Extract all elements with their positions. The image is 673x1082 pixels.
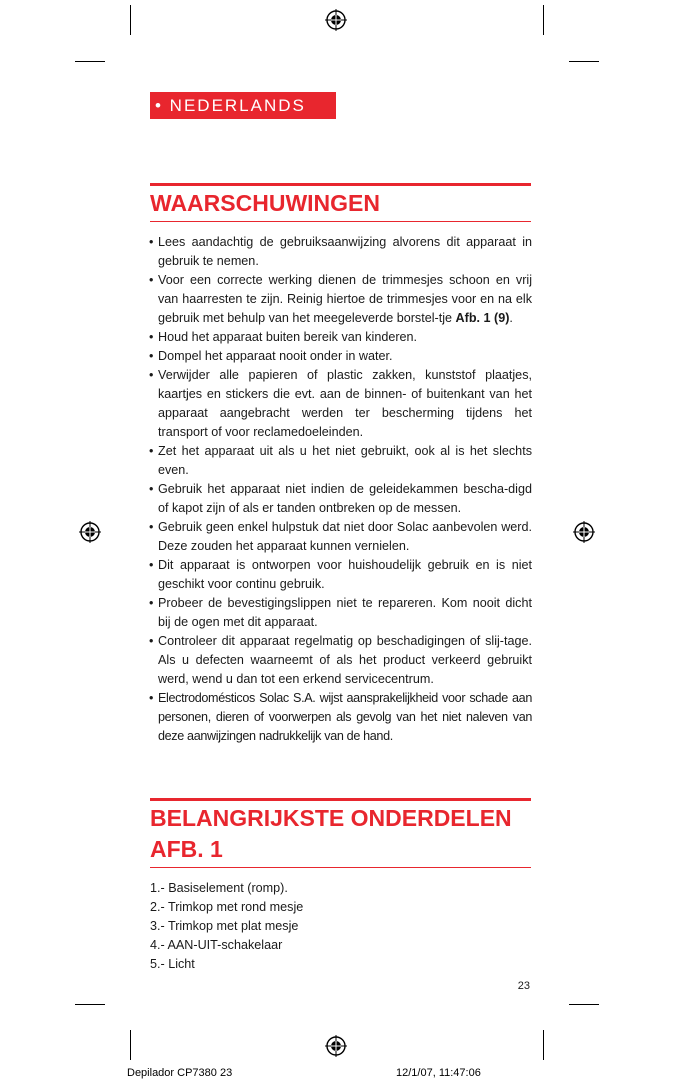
warning-item: • Zet het apparaat uit als u het niet gebruikt, ook al is het slechts even. — [150, 442, 532, 480]
part-item: 1.- Basiselement (romp). — [150, 881, 288, 895]
parts-title-line1: BELANGRIJKSTE ONDERDELEN — [150, 805, 512, 831]
warnings-title-text: WAARSCHUWINGEN — [150, 190, 380, 216]
warning-item-end: . — [509, 311, 513, 325]
warning-item: • Dit apparaat is ontworpen voor huishoudelijk gebruik en is niet geschikt voor continu gebruik. — [150, 556, 532, 594]
footer-timestamp: 12/1/07, 11:47:06 — [396, 1067, 481, 1079]
crop-mark — [543, 1030, 544, 1060]
warning-item: • Verwijder alle papieren of plastic zakken, kunststof plaatjes, kaartjes en stickers die evt. aan de binnen- of buitenkant van het apparaat aangebracht werden ter bescherming tijdens het transport of voor reclamedoeleinden. — [150, 366, 532, 442]
warning-item: • Houd het apparaat buiten bereik van kinderen. — [150, 328, 532, 347]
part-item: 5.- Licht — [150, 957, 195, 971]
parts-title — [150, 798, 531, 868]
warning-item: • Dompel het apparaat nooit onder in water. — [150, 347, 532, 366]
registration-mark-icon — [325, 9, 347, 31]
language-tag: • NEDERLANDS — [150, 92, 336, 119]
warnings-title — [150, 183, 531, 222]
parts-list — [150, 879, 532, 974]
warning-item: • Gebruik het apparaat niet indien de geleidekammen bescha-digd of kapot zijn of als er tanden ontbreken op de messen. — [150, 480, 532, 518]
figure-reference: Afb. 1 (9) — [455, 311, 510, 325]
warning-item-text: Voor een correcte werking dienen de trimmesjes schoon en vrij van haarresten te zijn. Reinig hiertoe de trimmesjes voor en na elk gebruik met behulp van het meegeleverde borstel-tje — [158, 273, 532, 325]
crop-mark — [130, 1030, 131, 1060]
crop-mark — [75, 61, 105, 62]
warning-item: • Controleer dit apparaat regelmatig op beschadigingen of slij-tage. Als u defecten waarneemt of als het product verkeerd gebruikt werd, wend u dan tot een erkend servicecentrum. — [150, 632, 532, 689]
crop-mark — [130, 5, 131, 35]
crop-mark — [569, 1004, 599, 1005]
warning-item: • Gebruik geen enkel hulpstuk dat niet door Solac aanbevolen werd. Deze zouden het apparaat kunnen vernielen. — [150, 518, 532, 556]
warnings-list — [150, 233, 532, 746]
page-number: 23 — [517, 980, 530, 992]
warning-item: • Probeer de bevestigingslippen niet te repareren. Kom nooit dicht bij de ogen met dit apparaat. — [150, 594, 532, 632]
crop-mark — [543, 5, 544, 35]
warning-item: • Lees aandachtig de gebruiksaanwijzing alvorens dit apparaat in gebruik te nemen. — [150, 233, 532, 271]
part-item: 2.- Trimkop met rond mesje — [150, 900, 304, 914]
part-item: 4.- AAN-UIT-schakelaar — [150, 938, 283, 952]
footer-file-slug: Depilador CP7380 23 — [127, 1067, 233, 1079]
registration-mark-icon — [573, 521, 595, 543]
crop-mark — [75, 1004, 105, 1005]
registration-mark-icon — [79, 521, 101, 543]
warning-item — [150, 271, 532, 328]
registration-mark-icon — [325, 1035, 347, 1057]
warning-item: • Electrodomésticos Solac S.A. wijst aansprakelijkheid voor schade aan personen, dieren of voorwerpen als gevolg van het niet naleven van deze aanwijzingen nadrukkelijk van de hand. — [150, 689, 532, 746]
parts-title-line2: AFB. 1 — [150, 836, 223, 862]
crop-mark — [569, 61, 599, 62]
part-item: 3.- Trimkop met plat mesje — [150, 919, 299, 933]
